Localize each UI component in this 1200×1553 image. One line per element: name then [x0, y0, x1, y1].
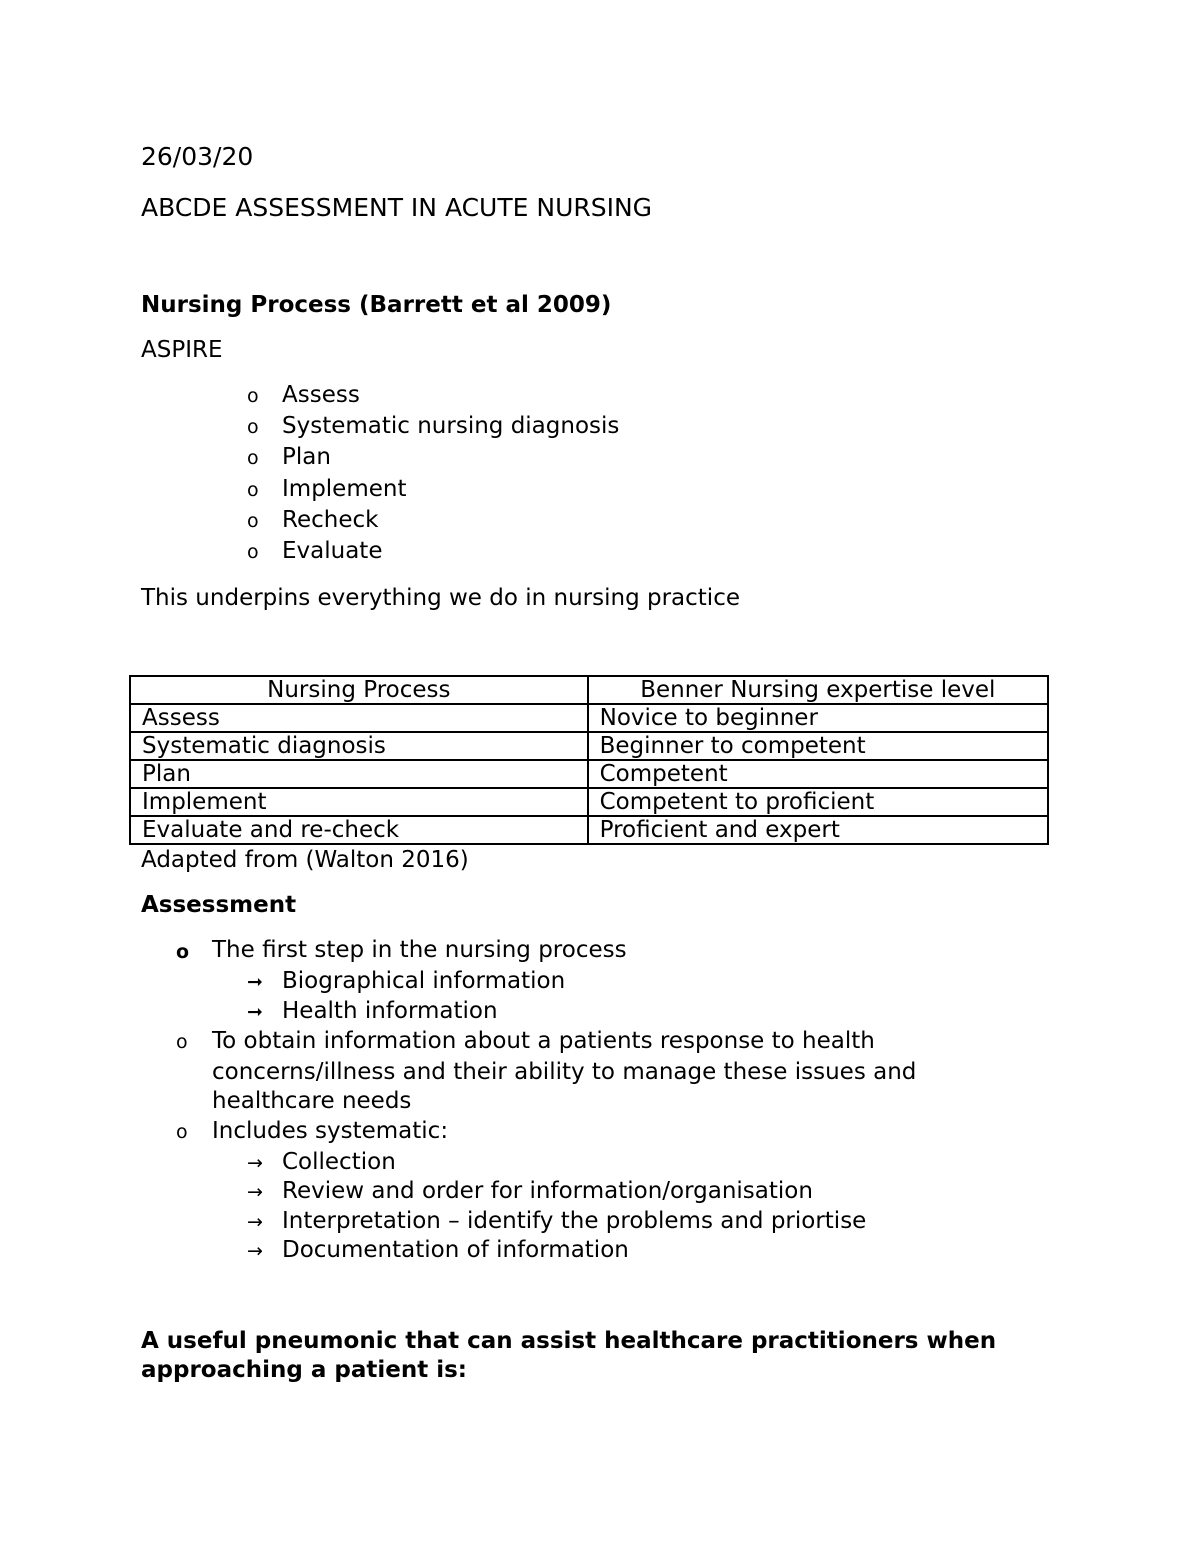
document-title: ABCDE ASSESSMENT IN ACUTE NURSING	[141, 193, 653, 222]
table-cell: Beginner to competent	[588, 732, 1048, 760]
table-row	[130, 704, 1048, 732]
nursing-process-heading: Nursing Process (Barrett et al 2009)	[141, 292, 612, 318]
table-cell: Systematic diagnosis	[130, 732, 588, 760]
table-row	[130, 816, 1048, 844]
nursing-practice-note: This underpins everything we do in nursing practice	[141, 585, 740, 611]
table-cell: Evaluate and re-check	[130, 816, 588, 844]
table-cell: Assess	[130, 704, 588, 732]
arrow-right-icon: ➞	[247, 971, 263, 993]
arrow-right-icon: ➞	[247, 1001, 263, 1023]
aspire-item-implement: Implement	[282, 476, 407, 502]
aspire-item-assess: Assess	[282, 382, 360, 408]
assessment-sub-collection: Collection	[282, 1149, 396, 1175]
table-cell: Novice to beginner	[588, 704, 1048, 732]
nursing-process-table	[129, 675, 1049, 845]
arrow-right-icon: →	[247, 1240, 263, 1262]
assessment-point-first-step: The first step in the nursing process	[212, 937, 627, 963]
table-row	[130, 732, 1048, 760]
bullet-icon: o	[247, 447, 259, 469]
table-cell: Proficient and expert	[588, 816, 1048, 844]
bullet-icon: o	[247, 385, 259, 407]
table-header-cell: Benner Nursing expertise level	[588, 676, 1048, 704]
aspire-item-plan: Plan	[282, 444, 331, 470]
table-cell: Competent	[588, 760, 1048, 788]
table-cell: Plan	[130, 760, 588, 788]
document-date: 26/03/20	[141, 142, 254, 171]
assessment-point-includes: Includes systematic:	[212, 1118, 449, 1144]
table-header-cell: Nursing Process	[130, 676, 588, 704]
table-header-row	[130, 676, 1048, 704]
table-caption: Adapted from (Walton 2016)	[141, 847, 469, 873]
bullet-icon: o	[247, 479, 259, 501]
aspire-acronym: ASPIRE	[141, 337, 223, 363]
table-cell: Implement	[130, 788, 588, 816]
closing-line: approaching a patient is:	[141, 1357, 467, 1383]
bullet-icon: o	[176, 1031, 188, 1053]
assessment-sub-documentation: Documentation of information	[282, 1237, 629, 1263]
assessment-sub-review: Review and order for information/organisation	[282, 1178, 813, 1204]
aspire-item-systematic: Systematic nursing diagnosis	[282, 413, 620, 439]
bullet-icon: o	[176, 1121, 188, 1143]
assessment-point-obtain-line: healthcare needs	[212, 1088, 412, 1114]
arrow-right-icon: →	[247, 1181, 263, 1203]
assessment-sub-interpretation: Interpretation – identify the problems and priortise	[282, 1208, 867, 1234]
assessment-heading: Assessment	[141, 892, 297, 918]
table-cell: Competent to proficient	[588, 788, 1048, 816]
table-row	[130, 760, 1048, 788]
bullet-icon: o	[247, 416, 259, 438]
assessment-point-obtain-line: To obtain information about a patients response to health	[212, 1028, 875, 1054]
assessment-sub-health: Health information	[282, 998, 498, 1024]
bullet-icon: o	[247, 541, 259, 563]
aspire-item-recheck: Recheck	[282, 507, 379, 533]
assessment-point-obtain-line: concerns/illness and their ability to manage these issues and	[212, 1059, 917, 1085]
aspire-item-evaluate: Evaluate	[282, 538, 383, 564]
bullet-icon: o	[247, 510, 259, 532]
arrow-right-icon: →	[247, 1211, 263, 1233]
arrow-right-icon: →	[247, 1152, 263, 1174]
table-row	[130, 788, 1048, 816]
bullet-icon: o	[176, 941, 190, 963]
assessment-sub-biographical: Biographical information	[282, 968, 566, 994]
closing-line: A useful pneumonic that can assist healthcare practitioners when	[141, 1328, 997, 1354]
